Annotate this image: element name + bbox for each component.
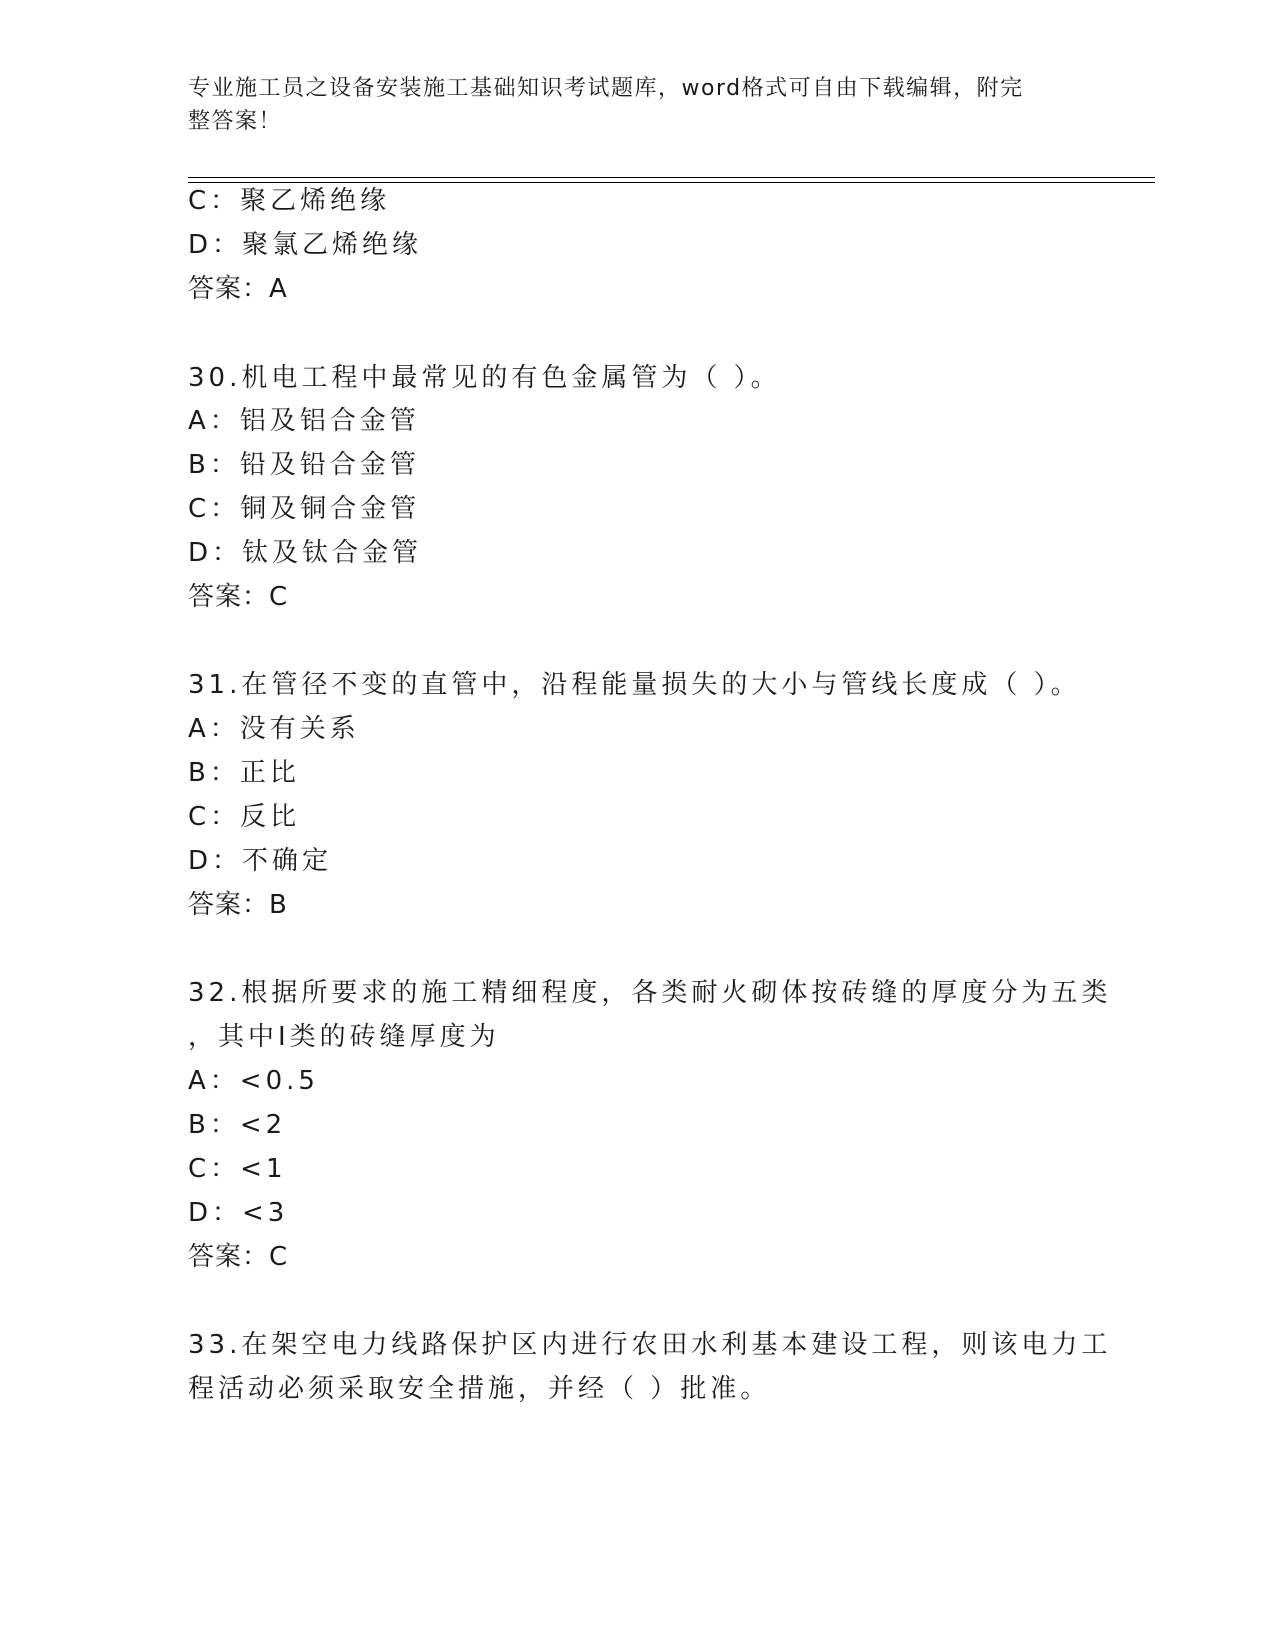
header-line-1: 专业施工员之设备安装施工基础知识考试题库，word格式可自由下载编辑，附完 [188,76,1024,101]
option-a: A：<0.5 [188,1066,319,1096]
option-d: D：<3 [188,1198,289,1228]
option-c: C：<1 [188,1154,287,1184]
question-stem: 31.在管径不变的直管中，沿程能量损失的大小与管线长度成（ ）。 [188,670,1081,700]
answer: 答案：B [188,890,288,920]
option-b: B：铅及铅合金管 [188,450,420,480]
option-b: B：正比 [188,758,300,788]
question-stem: 30.机电工程中最常见的有色金属管为（ ）。 [188,363,781,393]
question-stem-line-1: 33.在架空电力线路保护区内进行农田水利基本建设工程，则该电力工 [188,1330,1112,1360]
option-a: A：没有关系 [188,714,360,744]
option-b: B：<2 [188,1110,287,1140]
header-divider-bottom [188,182,1155,183]
header-divider-top [188,177,1155,178]
option-c: C：聚乙烯绝缘 [188,186,391,216]
question-stem-line-2: ，其中Ⅰ类的砖缝厚度为 [188,1022,500,1052]
question-stem-line-2: 程活动必须采取安全措施，并经（ ）批准。 [188,1374,771,1404]
answer: 答案：C [188,582,289,612]
option-d: D：不确定 [188,846,333,876]
option-c: C：反比 [188,802,301,832]
answer: 答案：C [188,1242,289,1272]
header-text [188,72,1088,138]
header-line-2: 整答案！ [188,109,283,134]
option-c: C：铜及铜合金管 [188,494,421,524]
option-a: A：铝及铝合金管 [188,406,420,436]
question-stem-line-1: 32.根据所要求的施工精细程度，各类耐火砌体按砖缝的厚度分为五类 [188,978,1112,1008]
answer: 答案：A [188,274,288,304]
option-d: D：钛及钛合金管 [188,538,423,568]
option-d: D：聚氯乙烯绝缘 [188,230,423,260]
